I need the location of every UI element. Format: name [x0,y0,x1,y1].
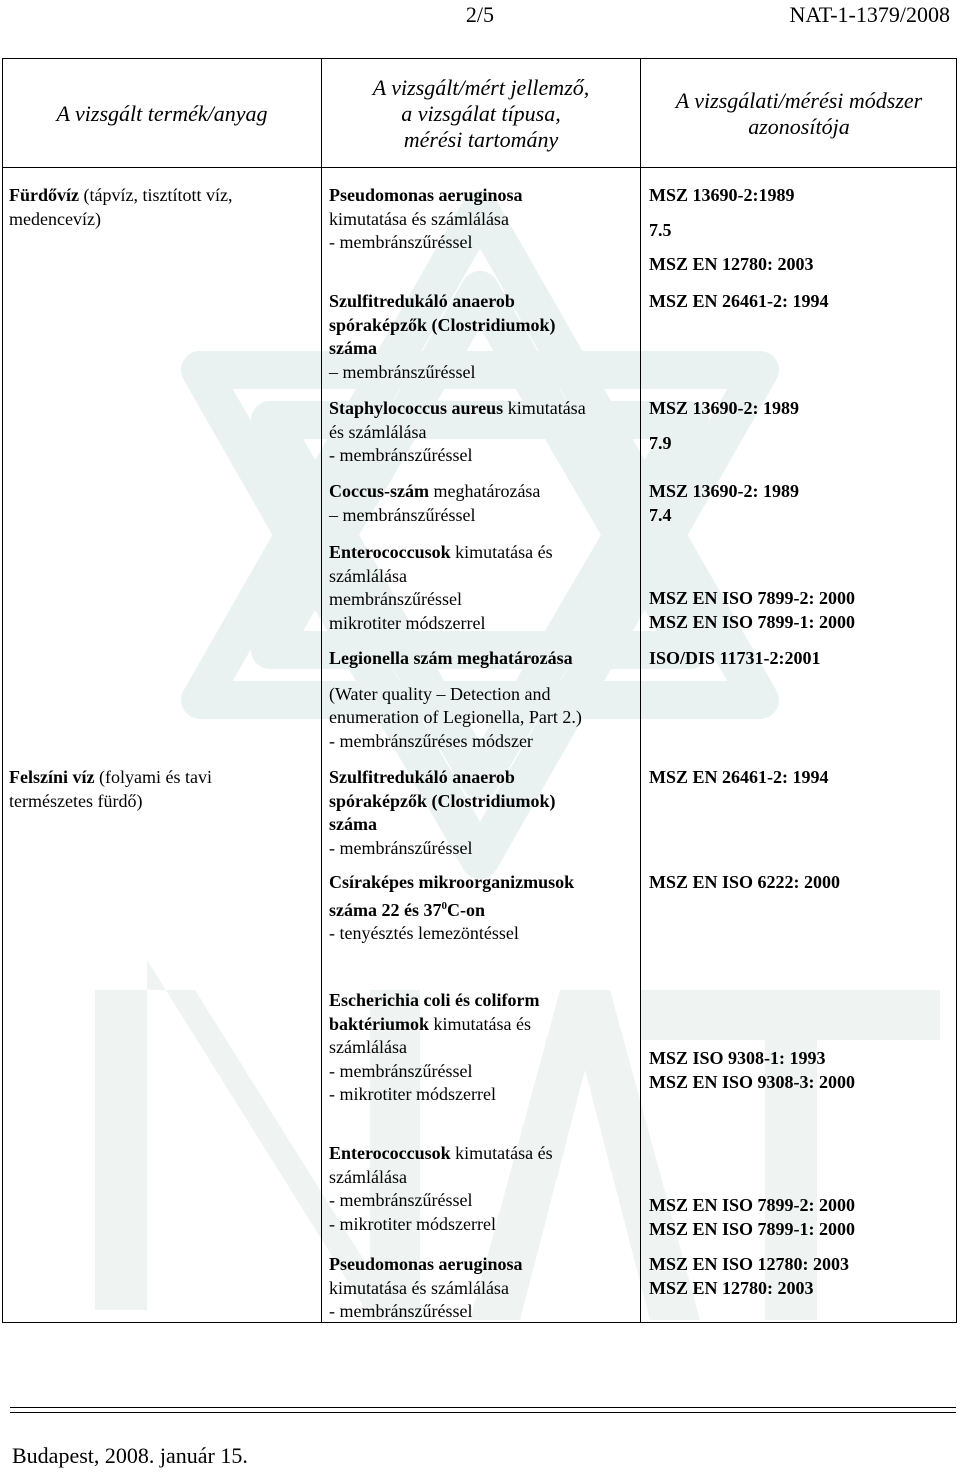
item-clostridium-surface: Szulfitredukáló anaerob spóraképzők (Clostridiumok) száma - membránszűréssel [329,767,556,858]
method-6: ISO/DIS 11731-2:2001 [649,648,821,668]
column-header-method: A vizsgálati/mérési módszer azonosítója [675,88,923,139]
column-header-characteristic: A vizsgált/mért jellemző, a vizsgálat típusa, mérési tartomány [372,75,590,152]
method-7: MSZ EN 26461-2: 1994 [649,767,829,787]
item-pseudomonas: Pseudomonas aeruginosa kimutatása és számlálása - membránszűréssel [329,185,523,252]
page-number: 2/5 [465,2,494,27]
method-4: MSZ 13690-2: 1989 7.4 [649,481,799,525]
method-11: MSZ EN ISO 12780: 2003 MSZ EN 12780: 2003 [649,1254,850,1298]
item-enterococcus: Enterococcusok kimutatása és számlálása membránszűréssel mikrotiter módszerrel [329,542,553,633]
method-1: MSZ 13690-2:1989 7.5 MSZ EN 12780: 2003 [649,185,814,274]
product-bath-water: Fürdővíz (tápvíz, tisztított víz, medencevíz) [9,185,233,229]
document-id: NAT-1-1379/2008 [789,2,950,27]
method-8: MSZ EN ISO 6222: 2000 [649,872,841,892]
column-divider [321,59,322,1322]
item-pseudomonas-surface: Pseudomonas aeruginosa kimutatása és számlálása - membránszűréssel [329,1254,523,1321]
method-3: MSZ 13690-2: 1989 7.9 [649,398,799,453]
method-9: MSZ ISO 9308-1: 1993 MSZ EN ISO 9308-3: 2000 [649,1048,856,1092]
column-divider [640,59,641,1322]
item-coccus: Coccus-szám meghatározása – membránszűréssel [329,481,541,525]
method-10: MSZ EN ISO 7899-2: 2000 MSZ EN ISO 7899-1: 2000 [649,1195,856,1239]
item-enterococcus-surface: Enterococcusok kimutatása és számlálása - membránszűréssel - mikrotiter módszerrel [329,1143,553,1234]
footer-rule [10,1407,956,1408]
product-surface-water: Felszíni víz (folyami és tavi természetes fürdő) [9,767,212,811]
method-5: MSZ EN ISO 7899-2: 2000 MSZ EN ISO 7899-1: 2000 [649,588,856,632]
column-header-product: A vizsgált termék/anyag [56,101,268,126]
footer-place-date: Budapest, 2008. január 15. [12,1443,248,1468]
method-2: MSZ EN 26461-2: 1994 [649,291,829,311]
footer-rule [10,1412,956,1413]
item-staphylococcus: Staphylococcus aureus kimutatása és számlálása - membránszűréssel [329,398,586,465]
item-clostridium: Szulfitredukáló anaerob spóraképzők (Clostridiumok) száma – membránszűréssel [329,291,556,382]
item-legionella: Legionella szám meghatározása (Water quality – Detection and enumeration of Legionella, Part 2.) - membránszűréses módszer [329,648,582,751]
item-ecoli: Escherichia coli és coliform baktériumok kimutatása és számlálása - membránszűréssel - mikrotiter módszerrel [329,990,540,1104]
item-germ-count: Csíraképes mikroorganizmusok száma 22 és $37^0C-on$ - tenyésztés lemezöntéssel [329,872,575,943]
